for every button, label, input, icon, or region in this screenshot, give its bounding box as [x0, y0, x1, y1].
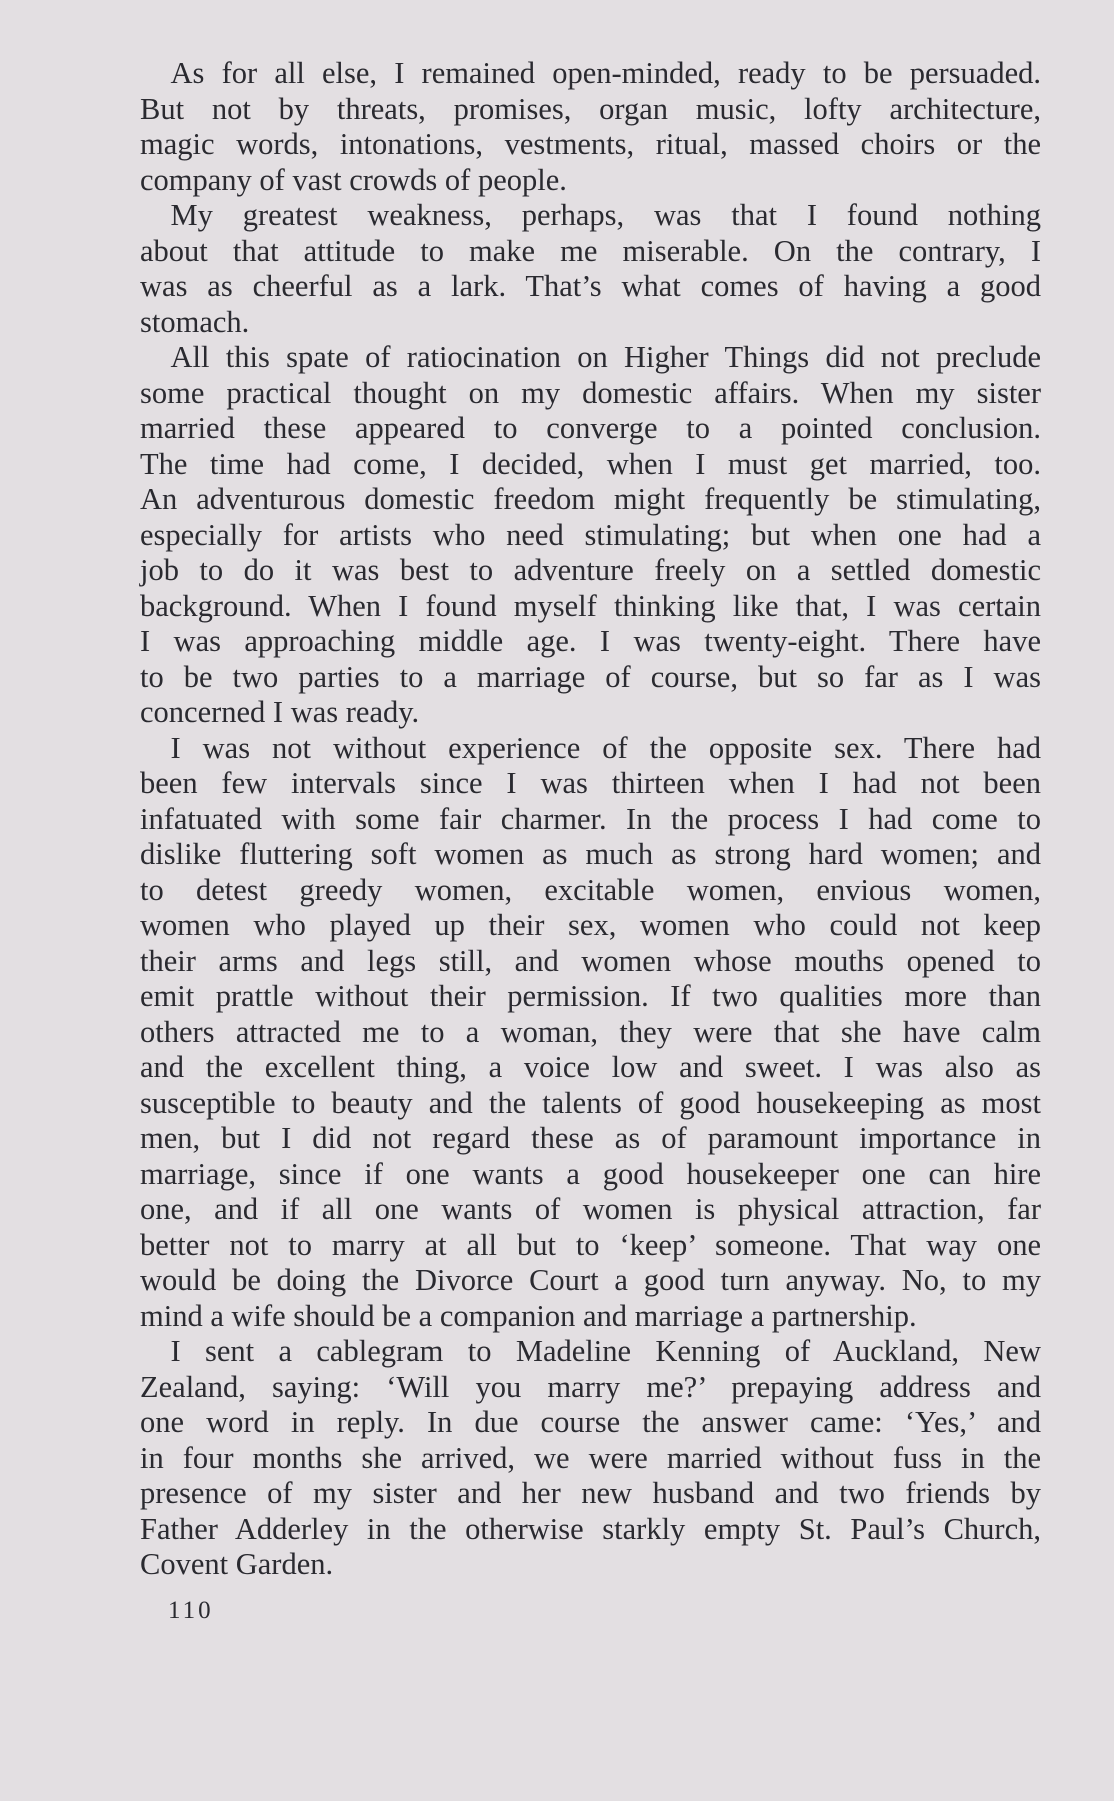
text-line: been few intervals since I was thirteen when I had not been [140, 766, 1041, 800]
text-line: better not to marry at all but to ‘keep’ someone. That way one [140, 1227, 1041, 1262]
text-line: I was not without experience of the opposite sex. There had [140, 730, 1041, 765]
body-text [140, 56, 1041, 1583]
text-line: The time had come, I decided, when I must get married, too. [140, 446, 1041, 481]
text-line: some practical thought on my domestic affairs. When my sister [140, 375, 1041, 410]
text-line: Covent Garden. [140, 1547, 334, 1581]
text-line: about that attitude to make me miserable. On the contrary, I [140, 233, 1041, 268]
text-line: magic words, intonations, vestments, ritual, massed choirs or the [140, 127, 1041, 161]
text-line: My greatest weakness, perhaps, was that I found nothing [140, 198, 1041, 232]
text-line: I sent a cablegram to Madeline Kenning of Auckland, New [140, 1334, 1041, 1368]
text-line: concerned I was ready. [140, 695, 420, 729]
text-line: marriage, since if one wants a good housekeeper one can hire [140, 1156, 1041, 1191]
text-line: As for all else, I remained open-minded, ready to be persuaded. [140, 56, 1041, 90]
text-line: especially for artists who need stimulating; but when one had a [140, 517, 1041, 552]
text-line: job to do it was best to adventure freely on a settled domestic [140, 553, 1041, 587]
text-line: dislike fluttering soft women as much as strong hard women; and [140, 837, 1041, 871]
text-line: to detest greedy women, excitable women, envious women, [140, 872, 1041, 907]
text-line: would be doing the Divorce Court a good turn anyway. No, to my [140, 1263, 1041, 1297]
text-line: and the excellent thing, a voice low and sweet. I was also as [140, 1050, 1041, 1084]
text-line: I was approaching middle age. I was twenty-eight. There have [140, 624, 1041, 658]
paragraph [140, 731, 1041, 1335]
text-line: to be two parties to a marriage of course, but so far as I was [140, 659, 1041, 694]
text-line: background. When I found myself thinking like that, I was certain [140, 588, 1041, 623]
text-line: others attracted me to a woman, they were that she have calm [140, 1014, 1041, 1049]
text-line: women who played up their sex, women who could not keep [140, 908, 1041, 942]
text-line: All this spate of ratiocination on Higher Things did not preclude [140, 340, 1041, 374]
text-line: their arms and legs still, and women whose mouths opened to [140, 943, 1041, 978]
text-line: Father Adderley in the otherwise starkly empty St. Paul’s Church, [140, 1511, 1041, 1546]
text-line: one, and if all one wants of women is physical attraction, far [140, 1192, 1041, 1226]
text-line: was as cheerful as a lark. That’s what comes of having a good [140, 269, 1041, 303]
text-line: company of vast crowds of people. [140, 162, 567, 197]
text-line: infatuated with some fair charmer. In the process I had come to [140, 801, 1041, 836]
text-line: married these appeared to converge to a pointed conclusion. [140, 411, 1041, 445]
text-line: But not by threats, promises, organ music, lofty architecture, [140, 91, 1041, 126]
text-line: one word in reply. In due course the answer came: ‘Yes,’ and [140, 1405, 1041, 1439]
text-line: men, but I did not regard these as of paramount importance in [140, 1121, 1041, 1155]
page-number: 110 [168, 1597, 214, 1624]
text-line: susceptible to beauty and the talents of good housekeeping as most [140, 1085, 1041, 1120]
paragraph [140, 56, 1041, 198]
text-line: mind a wife should be a companion and marriage a partnership. [140, 1298, 917, 1333]
text-line: presence of my sister and her new husband and two friends by [140, 1476, 1041, 1510]
text-line: stomach. [140, 304, 250, 339]
text-line: An adventurous domestic freedom might frequently be stimulating, [140, 482, 1041, 516]
text-line: in four months she arrived, we were married without fuss in the [140, 1440, 1041, 1475]
paragraph [140, 340, 1041, 731]
paragraph [140, 1334, 1041, 1583]
text-line: emit prattle without their permission. If two qualities more than [140, 979, 1041, 1013]
paragraph [140, 198, 1041, 340]
text-line: Zealand, saying: ‘Will you marry me?’ prepaying address and [140, 1369, 1041, 1404]
